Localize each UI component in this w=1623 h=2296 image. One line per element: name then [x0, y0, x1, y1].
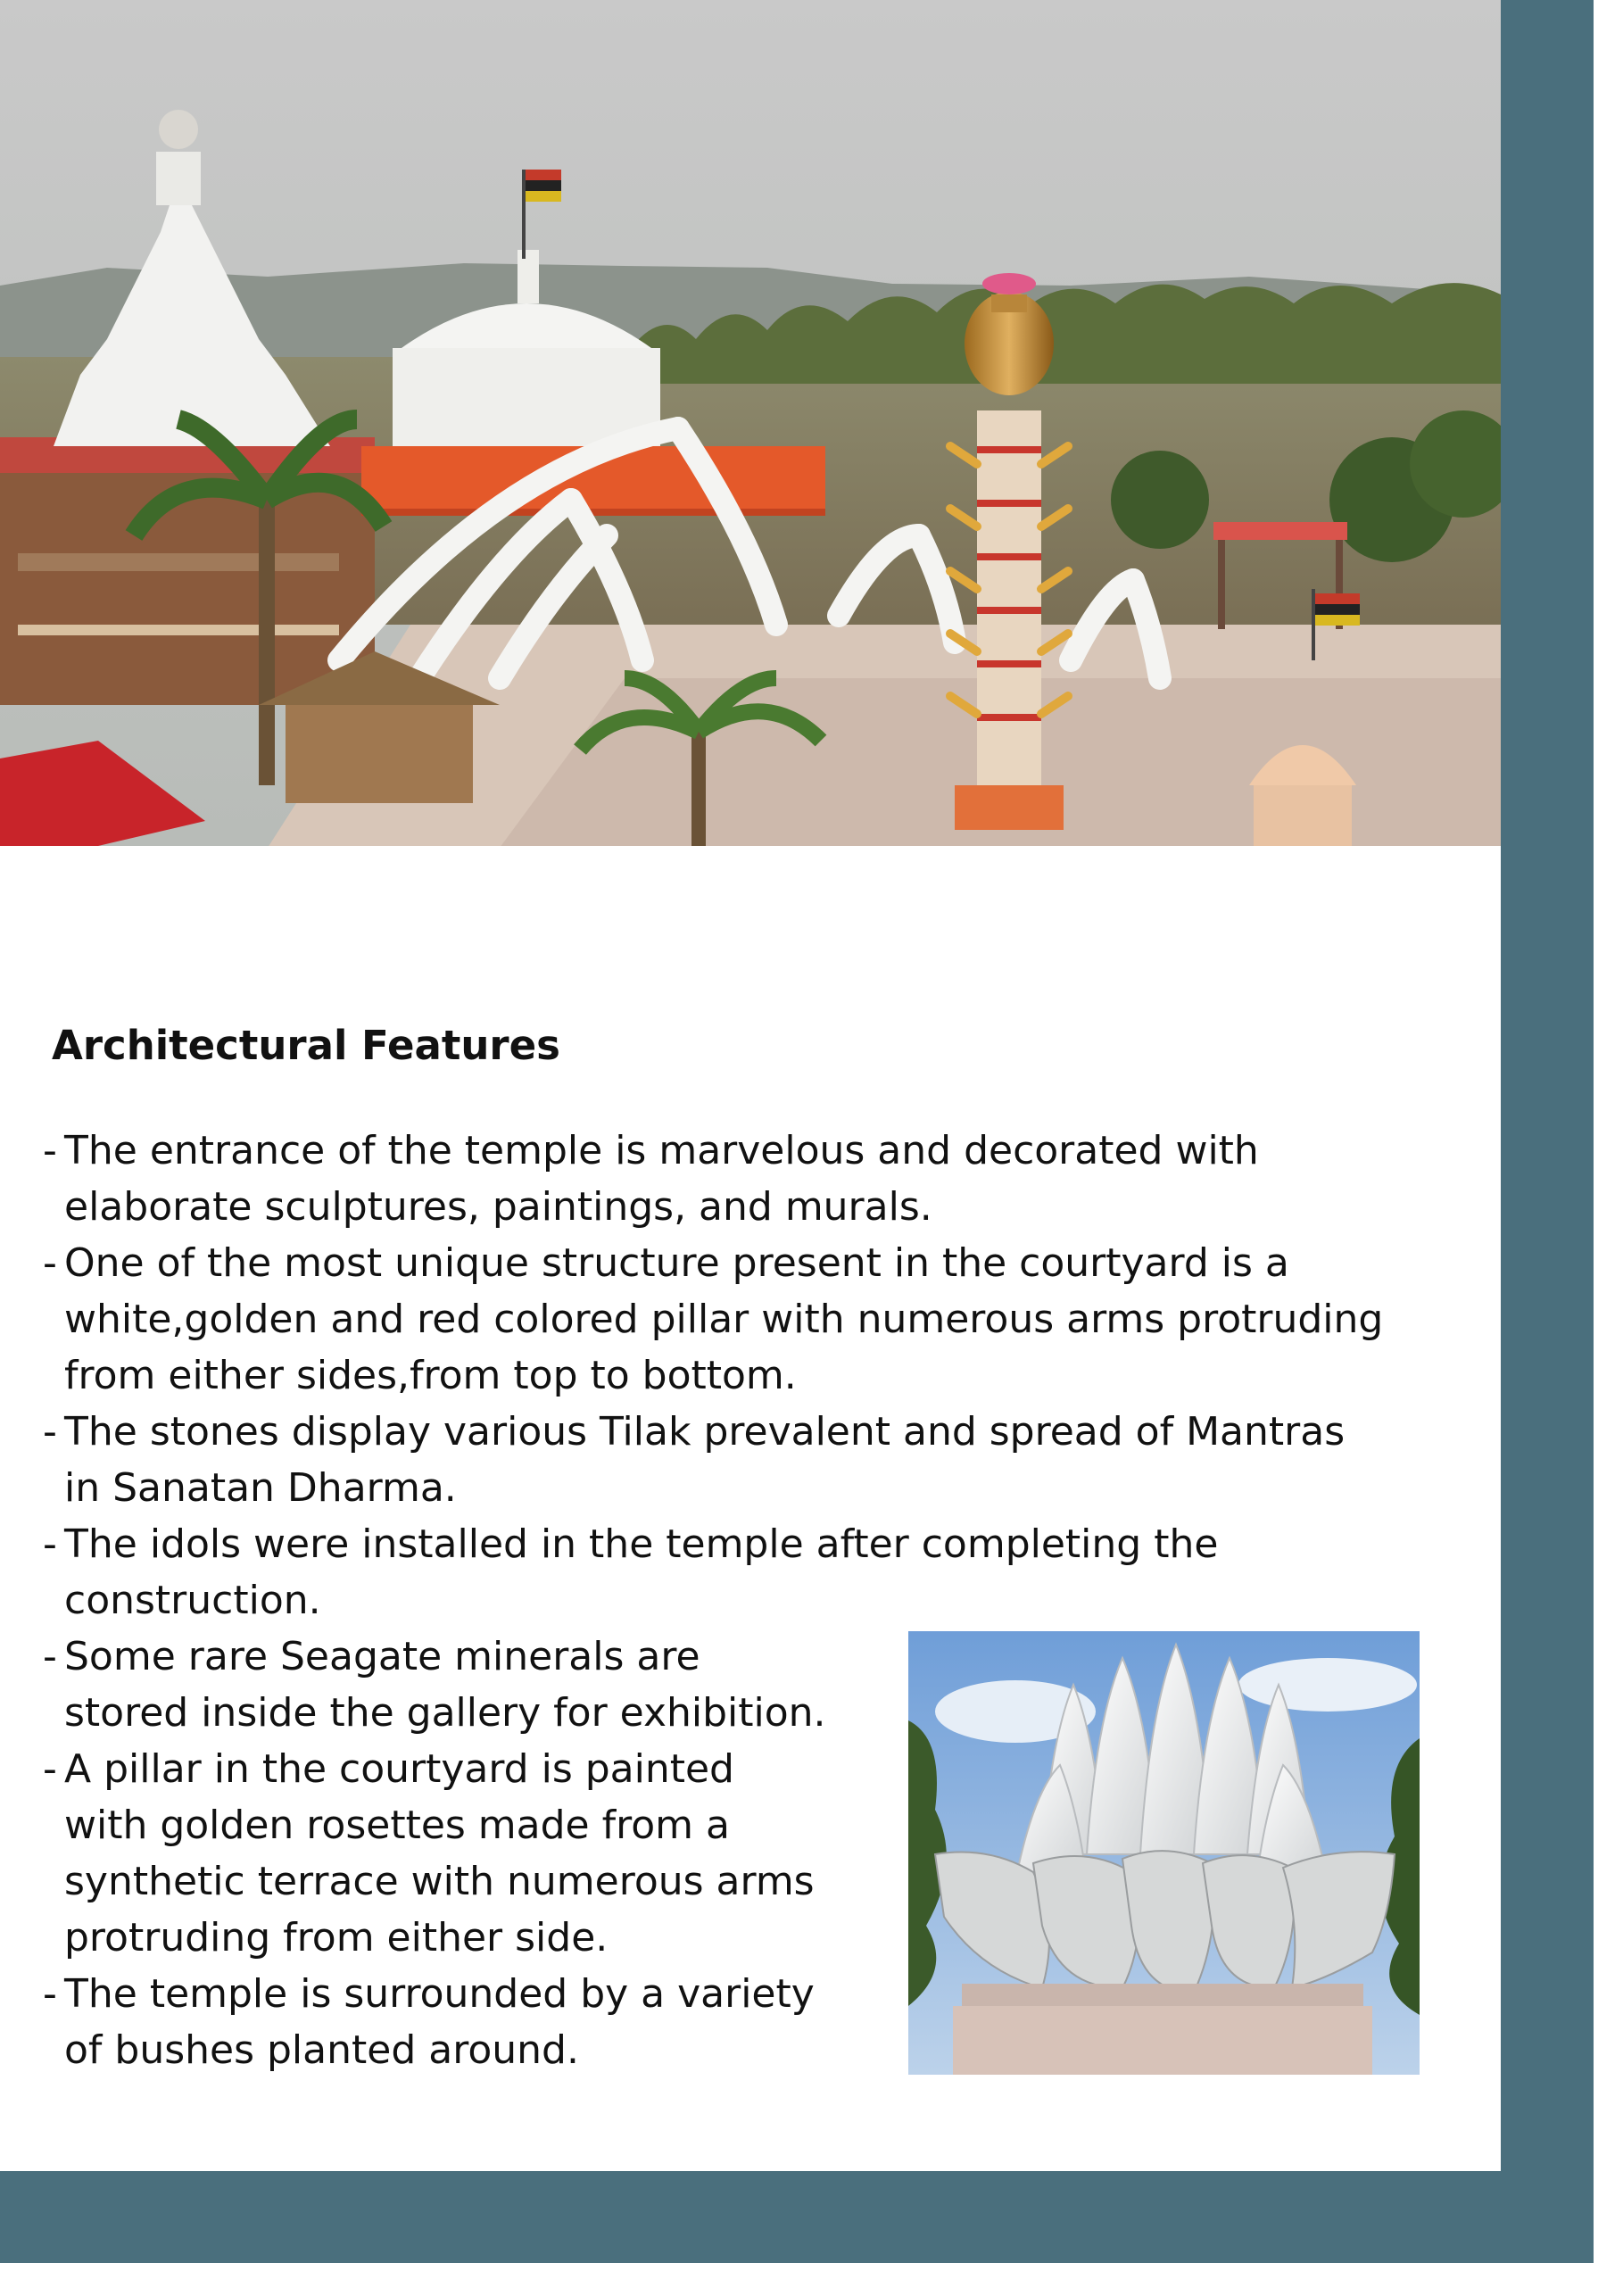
feature-item	[43, 1123, 1383, 1235]
feature-line: stored inside the gallery for exhibition.	[64, 1690, 826, 1736]
feature-line: with golden rosettes made from a	[64, 1803, 730, 1848]
lotus-structure-photo	[908, 1631, 1420, 2075]
temple-photo	[0, 0, 1501, 846]
feature-line: from either sides,from top to bottom.	[64, 1353, 797, 1398]
feature-line: elaborate sculptures, paintings, and murals.	[64, 1184, 932, 1230]
feature-item	[43, 1235, 1383, 1404]
feature-line: white,golden and red colored pillar with numerous arms protruding	[64, 1297, 1384, 1342]
feature-line: protruding from either side.	[64, 1915, 609, 1960]
feature-item	[43, 1516, 1383, 1629]
right-color-band	[1501, 0, 1594, 2263]
bullet-marker: -	[43, 1128, 57, 1173]
feature-line: The temple is surrounded by a variety	[64, 1971, 815, 2017]
feature-line: of bushes planted around.	[64, 2027, 579, 2073]
bullet-marker: -	[43, 1240, 57, 1286]
bullet-marker: -	[43, 1746, 57, 1792]
feature-line: The entrance of the temple is marvelous and decorated with	[64, 1128, 1259, 1173]
feature-line: construction.	[64, 1578, 321, 1623]
feature-line: The idols were installed in the temple after completing the	[64, 1521, 1219, 1567]
bullet-marker: -	[43, 1521, 57, 1567]
feature-item	[43, 1404, 1383, 1516]
feature-line: Some rare Seagate minerals are	[64, 1634, 700, 1679]
section-heading: Architectural Features	[52, 1022, 560, 1069]
bullet-marker: -	[43, 1634, 57, 1679]
feature-line: A pillar in the courtyard is painted	[64, 1746, 734, 1792]
bullet-marker: -	[43, 1971, 57, 2017]
feature-line: One of the most unique structure present in the courtyard is a	[64, 1240, 1289, 1286]
feature-line: in Sanatan Dharma.	[64, 1465, 457, 1511]
feature-line: synthetic terrace with numerous arms	[64, 1859, 815, 1904]
feature-line: The stones display various Tilak prevalent and spread of Mantras	[64, 1409, 1346, 1455]
bullet-marker: -	[43, 1409, 57, 1455]
bottom-color-band	[0, 2171, 1594, 2263]
